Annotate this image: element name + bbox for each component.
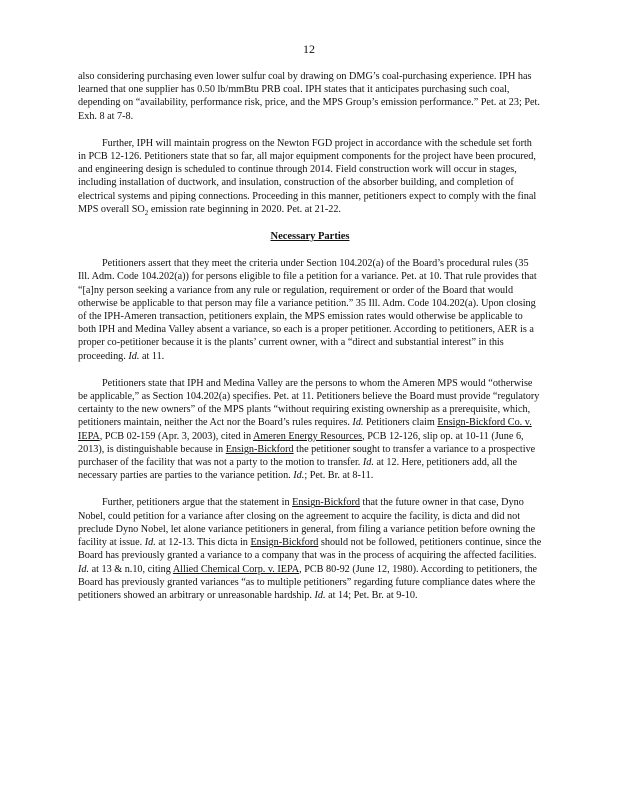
citation-id: Id. — [362, 457, 374, 469]
document-body — [78, 70, 542, 616]
paragraph-text: at 14; Pet. Br. at 9-10. — [325, 589, 418, 601]
page-number: 12 — [303, 42, 315, 56]
citation-id: Id. — [352, 417, 364, 429]
case-name: Ensign-Bickford — [225, 443, 294, 455]
citation-id: Id. — [144, 537, 156, 549]
paragraph-text: Petitioners state that IPH and Medina Valley are the persons to whom the Ameren MPS would “otherwise be applicable,” as Section 104.202(a) specifies. Pet. at 11. Petitioners believe the Board must provide “regulatory certainty to the new owners” of the MPS plants “without requiring existing ownership as a prerequisite, which, petitioners maintain, neither the Act nor the Board’s rules requires. — [78, 377, 540, 429]
case-name: Ensign-Bickford — [292, 497, 360, 509]
paragraph-text: Further, IPH will maintain progress on the Newton FGD project in accordance with the schedule set forth in PCB 12-126. Petitioners state that so far, all major equipment components for the project have been procured, and engineering design is scheduled to continue through 2014. Field construction work will occur in stages, including installation of ductwork, and insulation, construction of the absorber building, and completion of electrical systems and piping connections. Proceeding in this manner, petitioners expect to comply with the final MPS overall SO — [78, 137, 537, 215]
case-name: Ensign-Bickford Co. v. IEPA — [78, 417, 532, 442]
paragraph-coal-purchasing — [78, 70, 542, 123]
paragraph-dicta — [78, 496, 542, 602]
citation-id: Id. — [78, 563, 90, 575]
case-name: Allied Chemical Corp. v. IEPA — [172, 563, 300, 575]
paragraph-text: at 12. Here, petitioners add, all the necessary parties are parties to the variance petition. — [78, 457, 518, 482]
paragraph-text: at 13 & n.10, citing — [89, 563, 173, 575]
paragraph-text: , PCB 02-159 (Apr. 3, 2003), cited in — [99, 430, 254, 442]
paragraph-persons — [78, 377, 542, 483]
case-name: Ensign-Bickford — [250, 537, 319, 549]
paragraph-text: , PCB 80-92 (June 12, 1980). According to petitioners, the Board has previously granted variances “as to multiple petitioners” regarding future compliance dates where the petitioners showed an arbitrary or unreasonable hardship. — [78, 563, 538, 601]
paragraph-text: that the future owner in that case, Dyno Nobel, could petition for a variance after closing on the agreement to acquire the facility, is dicta and did not preclude Dyno Nobel, let alone variance petitioners in general, from filing a variance petition before owning the facility at issue. — [78, 497, 536, 549]
citation-id: Id. — [128, 350, 140, 362]
paragraph-newton-fgd — [78, 137, 542, 216]
paragraph-criteria — [78, 257, 542, 363]
paragraph-text: Further, petitioners argue that the statement in — [102, 497, 293, 509]
paragraph-text: the petitioner sought to transfer a variance to a prospective purchaser of the facility that was not a party to the motion to transfer. — [78, 443, 536, 469]
section-heading: Necessary Parties — [270, 231, 350, 243]
paragraph-text: Petitioners claim — [363, 417, 438, 429]
subscript: 2 — [144, 208, 149, 217]
citation-id: Id. — [314, 589, 326, 601]
paragraph-text: ; Pet. Br. at 8-11. — [304, 470, 374, 482]
paragraph-text: at 11. — [139, 350, 165, 362]
paragraph-text: also considering purchasing even lower sulfur coal by drawing on DMG’s coal-purchasing experience. IPH has learned that one supplier has 0.50 lb/mmBtu PRB coal. IPH states that it anticipates purchasing such coal, depending on “availability, performance risk, price, and the MPS Group’s emission performance.” Pet. at 23; Pet. Exh. 8 at 7-8. — [78, 71, 540, 122]
case-name: Ameren Energy Resources — [253, 430, 363, 442]
citation-id: Id. — [293, 470, 305, 482]
paragraph-text: Petitioners assert that they meet the criteria under Section 104.202(a) of the Board’s procedural rules (35 Ill. Adm. Code 104.202(a)) for persons eligible to file a petition for a variance. Pet. at 10. That rule provides that “[a]ny person seeking a variance from any rule or regulation, requirement or order of the Board that would otherwise be applicable to that person may file a variance petition.” 35 Ill. Adm. Code 104.202(a). Upon closing of the IPH-Ameren transaction, petitioners explain, the MPS emission rates would otherwise be applicable to both IPH and Medina Valley absent a variance, so each is a proper petitioner. According to petitioners, AER is a proper co-petitioner because it is the plants’ current owner, with a “direct and substantial interest” in this proceeding. — [78, 258, 537, 362]
paragraph-text: emission rate beginning in 2020. Pet. at 21-22. — [148, 203, 341, 215]
paragraph-text: at 12-13. This dicta in — [155, 537, 251, 549]
paragraph-text: should not be followed, petitioners continue, since the Board has previously granted a variance to a company that was in the process of acquiring the affected facilities. — [78, 537, 542, 562]
paragraph-text: , PCB 12-126, slip op. at 10-11 (June 6, 2013), is distinguishable because in — [78, 430, 524, 455]
